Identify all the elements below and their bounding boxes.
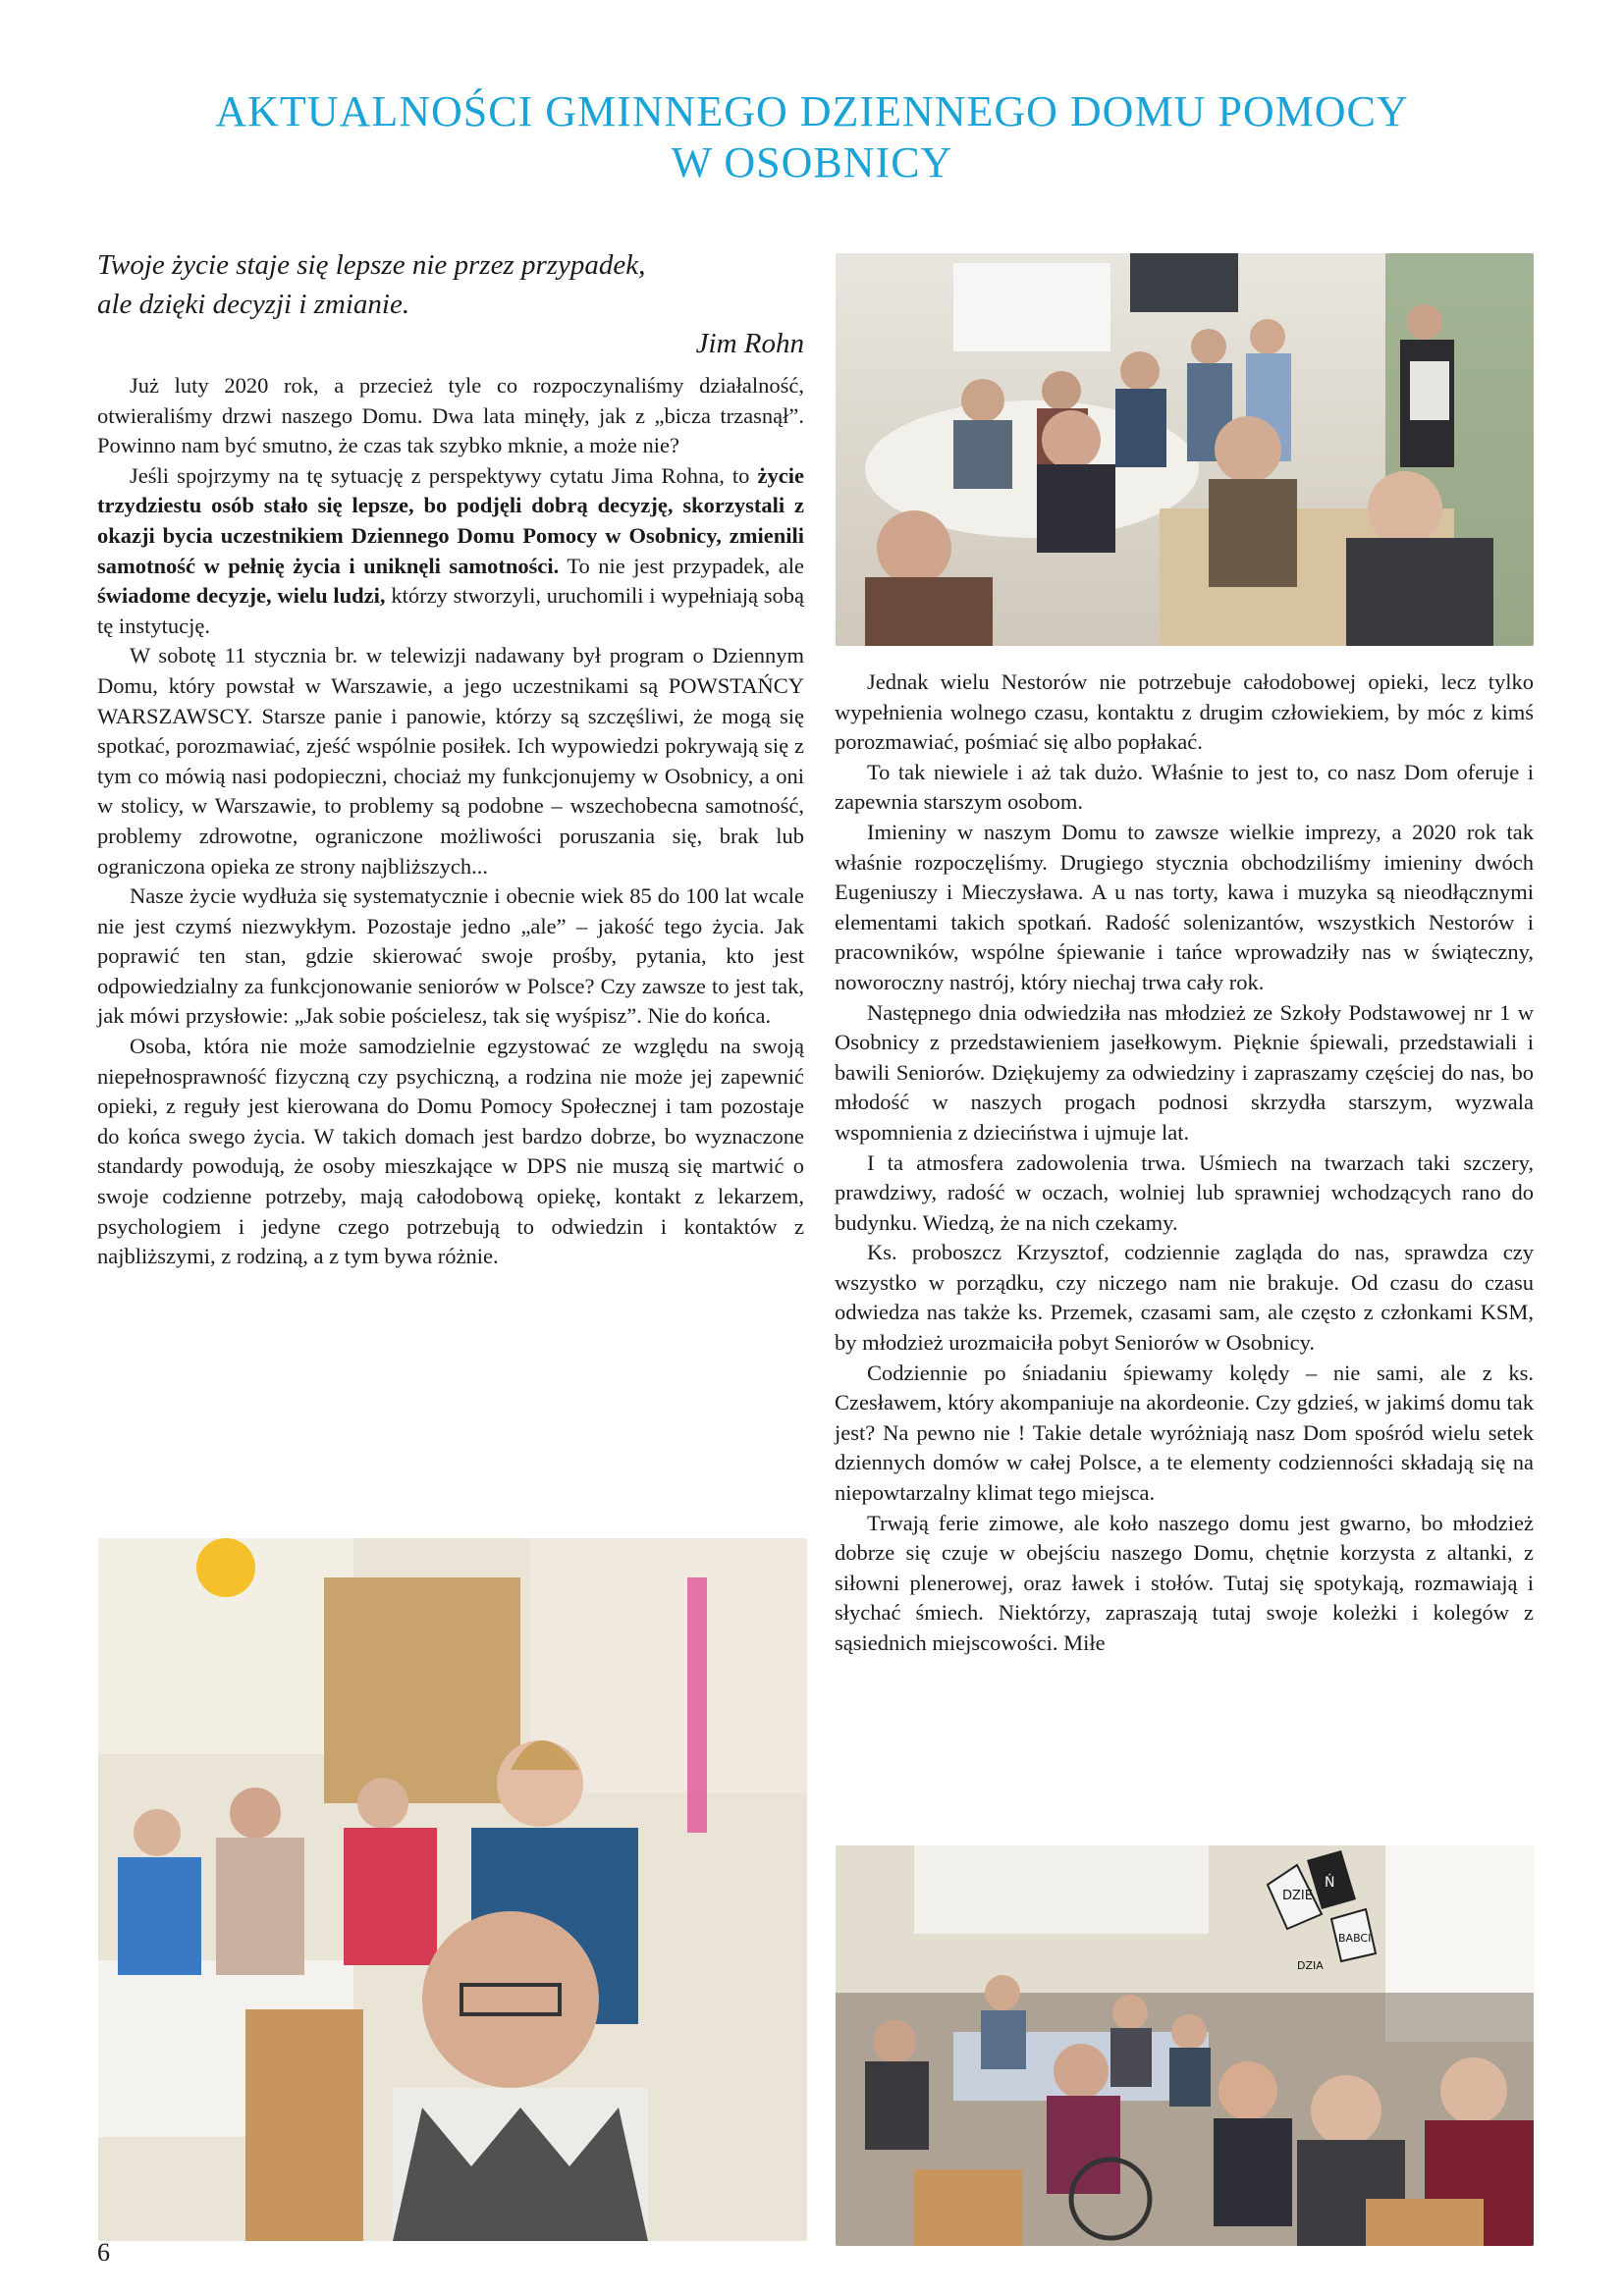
- photo-seniors-group: [98, 1538, 807, 2241]
- right-column: [835, 667, 1534, 1659]
- photo-grandparents-day-illustration: [836, 1845, 1534, 2246]
- left-paragraph-5: Osoba, która nie może samodzielnie egzystować ze względu na swoją niepełnosprawność fizyczną czy psychiczną, a rodzina nie może jej zapewnić opieki, z reguły jest kierowana do Domu Pomocy Społecznej i tam pozostaje do końca swego życia. W takich domach jest bardzo dobrze, bo wyznaczone standardy powodują, że osoby mieszkające w DPS nie muszą się martwić o swoje codzienne potrzeby, mają całodobową opiekę, kontakt z lekarzem, psychologiem i jedyne czego potrzebują to odwiedzin i kontaktów z najbliższymi, z rodziną, a z tym bywa różnie.: [97, 1034, 804, 1269]
- quote-line-2: ale dzięki decyzji i zmianie.: [97, 289, 410, 320]
- right-paragraph-8: Trwają ferie zimowe, ale koło naszego domu jest gwarno, bo młodzież dobrze się czuje w obejściu naszego Domu, chętnie korzysta z altanki, z siłowni plenerowej, oraz ławek i stołów. Tutaj się spotykają, rozmawiają i słychać śmiech. Niektórzy, zapraszają tutaj swoje koleżki i kolegów z sąsiednich miejscowości. Miłe: [835, 1510, 1534, 1655]
- right-paragraph-7: Codziennie po śniadaniu śpiewamy kolędy – nie sami, ale z ks. Czesławem, który akompaniuje na akordeonie. Czy gdzieś, w jakimś domu tak jest? Na pewno nie ! Takie detale wyróżniają nasz Dom spośród wielu setek dziennych domów w całej Polsce, a te elementy codzienności składają się na niepowtarzalny klimat tego miejsca.: [835, 1360, 1534, 1506]
- banner-text-1: DZIE: [1282, 1889, 1313, 1903]
- page-number: 6: [97, 2238, 110, 2267]
- page-title-line-2: W OSOBNICY: [671, 138, 953, 187]
- photo-seniors-group-illustration: [98, 1538, 807, 2241]
- page-title-line-1: AKTUALNOŚCI GMINNEGO DZIENNEGO DOMU POMOCY: [215, 87, 1409, 135]
- photo-name-day-party-illustration: [836, 253, 1534, 646]
- left-paragraph-3: W sobotę 11 stycznia br. w telewizji nadawany był program o Dziennym Domu, który powstał w Warszawie, a jego uczestnikami są POWSTAŃCY WARSZAWSCY. Starsze panie i panowie, którzy są szczęśliwi, że mogą się spotkać, porozmawiać, zjeść wspólnie posiłek. Ich wypowiedzi pokrywają się z tym co mówią nasi podopieczni, chociaż my funkcjonujemy w Osobnicy, a oni w stolicy, w Warszawie, to problemy są podobne – wszechobecna samotność, problemy zdrowotne, ograniczone możliwości poruszania się, brak lub ograniczona opieka ze strony najbliższych...: [97, 643, 804, 879]
- epigraph-quote: [97, 245, 804, 363]
- left-p2-text-a: Jeśli spojrzymy na tę sytuację z perspektywy cytatu Jima Rohna, to: [130, 462, 758, 488]
- right-paragraph-1: Jednak wielu Nestorów nie potrzebuje całodobowej opieki, lecz tylko wypełnienia wolnego czasu, kontaktu z drugim człowiekiem, by móc z kimś porozmawiać, pośmiać się albo popłakać.: [835, 669, 1534, 755]
- left-column: [97, 371, 804, 1272]
- banner-text-2: Ń: [1325, 1875, 1335, 1891]
- right-paragraph-5: I ta atmosfera zadowolenia trwa. Uśmiech na twarzach taki szczery, prawdziwy, radość w oczach, wolniej lub sprawniej wchodzących rano do budynku. Wiedzą, że na nich czekamy.: [835, 1149, 1534, 1235]
- left-paragraph-2: [97, 461, 804, 642]
- left-p2-text-e: którzy stworzyli, uruchomili i wypełniają sobą tę instytucję.: [97, 583, 804, 638]
- right-paragraph-6: Ks. proboszcz Krzysztof, codziennie zagląda do nas, sprawdza czy wszystko w porządku, czy niczego nam nie brakuje. Od czasu do czasu odwiedza nas także ks. Przemek, czasami sam, ale często z członkami KSM, by młodzież urozmaiciła pobyt Seniorów w Osobnicy.: [835, 1240, 1534, 1356]
- left-p2-text-c: To nie jest przypadek, ale: [559, 553, 804, 578]
- left-p2-bold-b: życie trzydziestu osób stało się lepsze, bo podjęli dobrą decyzję, skorzystali z okazji bycia uczestnikiem Dziennego Domu Pomocy w Osobnicy, zmienili samotność w pełnię życia i uniknęli samotności.: [97, 462, 804, 578]
- right-paragraph-3: Imieniny w naszym Domu to zawsze wielkie imprezy, a 2020 rok tak właśnie rozpoczęliśmy. Drugiego stycznia obchodziliśmy imieniny dwóch Eugeniuszy i Mieczysława. A u nas torty, kawa i muzyka są nieodłącznymi elementami takich spotkań. Radość solenizantów, wszystkich Nestorów i pracowników, wspólne śpiewanie i tańce wprowadziły nas w świąteczny, noworoczny nastrój, który niechaj trwa cały rok.: [835, 819, 1534, 994]
- photo-name-day-party: [836, 253, 1534, 646]
- quote-line-1: Twoje życie staje się lepsze nie przez przypadek,: [97, 249, 646, 281]
- left-paragraph-1: Już luty 2020 rok, a przecież tyle co rozpoczynaliśmy działalność, otwieraliśmy drzwi naszego Domu. Dwa lata minęły, jak z „bicza trzasnął”. Powinno nam być smutno, że czas tak szybko mknie, a może nie?: [97, 373, 804, 458]
- right-paragraph-4: Następnego dnia odwiedziła nas młodzież ze Szkoły Podstawowej nr 1 w Osobnicy z przedstawieniem jasełkowym. Pięknie śpiewali, przedstawiali i bawili Seniorów. Dziękujemy za odwiedziny i zapraszamy częściej do nas, bo młodość w naszych progach podnosi skrzydła starszym, wyzwala wspomnienia z dzieciństwa i ujmuje lat.: [835, 999, 1534, 1145]
- quote-author: Jim Rohn: [695, 328, 804, 359]
- page-title: [0, 86, 1624, 188]
- left-p2-bold-d: świadome decyzje, wielu ludzi,: [97, 583, 386, 609]
- right-paragraph-2: To tak niewiele i aż tak dużo. Właśnie to jest to, co nasz Dom oferuje i zapewnia starszym osobom.: [835, 759, 1534, 815]
- banner-text-4: DZIA: [1297, 1959, 1324, 1972]
- banner-text-3: BABCI: [1338, 1932, 1372, 1945]
- left-paragraph-4: Nasze życie wydłuża się systematycznie i obecnie wiek 85 do 100 lat wcale nie jest czymś niezwykłym. Pozostaje jedno „ale” – jakość tego życia. Jak poprawić ten stan, gdzie skierować swoje prośby, pytania, kto jest odpowiedzialny za funkcjonowanie seniorów w Polsce? Czy zawsze to jest tak, jak mówi przysłowie: „Jak sobie pościelesz, tak się wyśpisz”. Nie do końca.: [97, 883, 804, 1029]
- photo-grandparents-day: [836, 1845, 1534, 2246]
